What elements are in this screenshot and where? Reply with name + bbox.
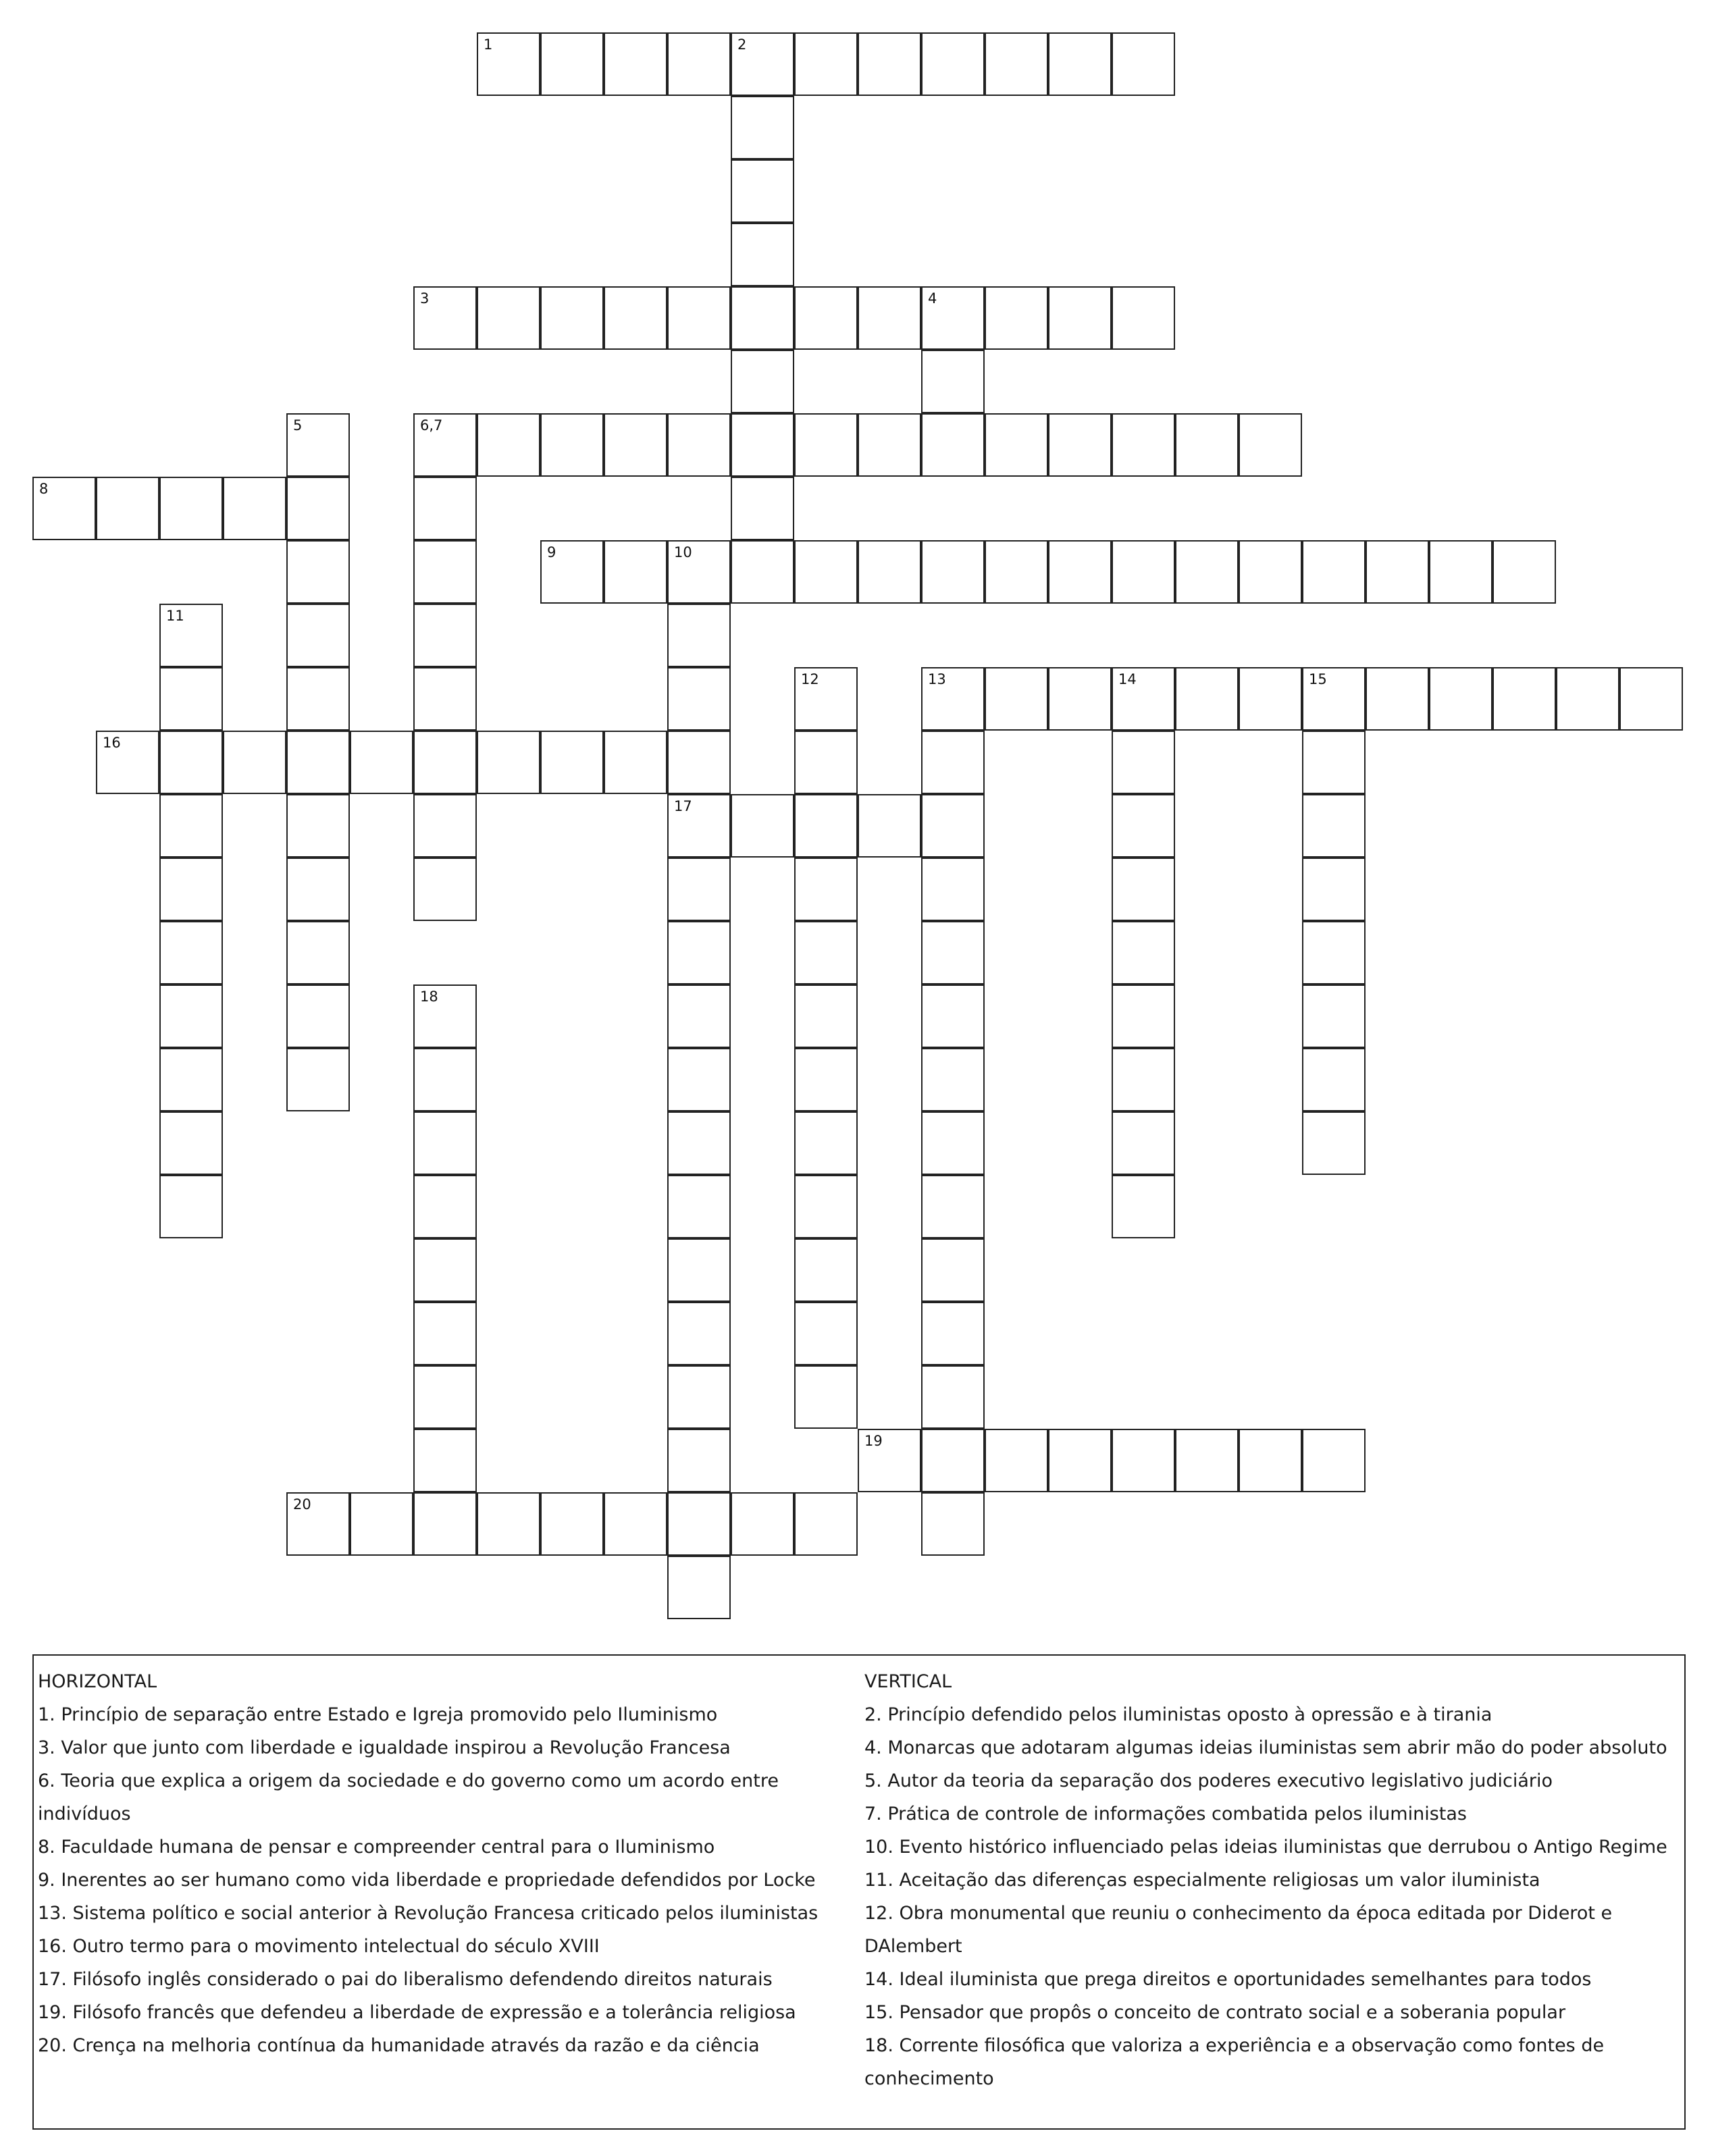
clue-item: 10. Evento histórico influenciado pelas ideias iluministas que derrubou o Antigo Regime (864, 1837, 1667, 1858)
grid-cell[interactable] (286, 604, 350, 667)
grid-cell[interactable] (1112, 731, 1175, 794)
grid-cell[interactable] (1239, 1429, 1302, 1492)
clue-item: 15. Pensador que propôs o conceito de contrato social e a soberania popular (864, 2002, 1566, 2023)
grid-cell[interactable] (286, 858, 350, 921)
grid-cell[interactable] (477, 413, 540, 477)
grid-cell[interactable] (1112, 984, 1175, 1048)
clue-item: 3. Valor que junto com liberdade e igualdade inspirou a Revolução Francesa (38, 1737, 731, 1758)
grid-cell[interactable] (477, 1492, 540, 1556)
grid-cell[interactable] (794, 1111, 858, 1175)
grid-cell[interactable] (731, 413, 794, 477)
grid-cell[interactable] (1239, 540, 1302, 604)
grid-cell[interactable] (1048, 286, 1112, 350)
grid-cell[interactable] (794, 794, 858, 858)
grid-cell[interactable] (350, 731, 413, 794)
grid-cell[interactable] (1302, 1111, 1366, 1175)
grid-cell[interactable] (858, 286, 921, 350)
grid-cell[interactable] (794, 667, 858, 731)
clue-item: 14. Ideal iluminista que prega direitos e oportunidades semelhantes para todos (864, 1969, 1592, 1990)
grid-cell[interactable] (540, 540, 604, 604)
grid-cell[interactable] (667, 1556, 731, 1619)
clue-item: 19. Filósofo francês que defendeu a liberdade de expressão e a tolerância religiosa (38, 2002, 796, 2023)
grid-cell[interactable] (413, 604, 477, 667)
grid-cell[interactable] (794, 413, 858, 477)
grid-cell[interactable] (1302, 984, 1366, 1048)
grid-cell[interactable] (604, 413, 667, 477)
grid-cell[interactable] (413, 540, 477, 604)
clue-item: 20. Crença na melhoria contínua da humanidade através da razão e da ciência (38, 2035, 760, 2056)
grid-cell[interactable] (413, 984, 477, 1048)
grid-cell[interactable] (1048, 32, 1112, 96)
grid-cell[interactable] (921, 1365, 985, 1429)
grid-cell[interactable] (540, 1492, 604, 1556)
grid-cell[interactable] (159, 1175, 223, 1238)
grid-cell[interactable] (1112, 1048, 1175, 1111)
clue-item: 12. Obra monumental que reuniu o conhecimento da época editada por Diderot e DAlembert (864, 1903, 1613, 1957)
grid-cell[interactable] (350, 1492, 413, 1556)
grid-cell[interactable] (858, 794, 921, 858)
grid-cell[interactable] (667, 1111, 731, 1175)
grid-cell[interactable] (667, 984, 731, 1048)
grid-cell[interactable] (667, 604, 731, 667)
grid-cell[interactable] (921, 731, 985, 794)
grid-cell[interactable] (985, 32, 1048, 96)
grid-cell[interactable] (731, 794, 794, 858)
grid-cell[interactable] (1429, 540, 1492, 604)
grid-cell[interactable] (985, 667, 1048, 731)
grid-cell[interactable] (667, 1175, 731, 1238)
grid-cell[interactable] (1429, 667, 1492, 731)
grid-cell[interactable] (794, 1175, 858, 1238)
grid-cell[interactable] (96, 731, 159, 794)
grid-cell[interactable] (921, 984, 985, 1048)
grid-cell[interactable] (1112, 921, 1175, 984)
horizontal-clues (38, 1665, 854, 2062)
grid-cell[interactable] (604, 32, 667, 96)
grid-cell[interactable] (286, 413, 350, 477)
horizontal-heading: HORIZONTAL (38, 1671, 157, 1692)
grid-cell[interactable] (731, 1492, 794, 1556)
grid-cell[interactable] (985, 1429, 1048, 1492)
grid-cell[interactable] (286, 540, 350, 604)
grid-cell[interactable] (667, 731, 731, 794)
grid-cell[interactable] (159, 858, 223, 921)
grid-cell[interactable] (1112, 667, 1175, 731)
grid-cell[interactable] (413, 1238, 477, 1302)
grid-cell[interactable] (921, 413, 985, 477)
grid-cell[interactable] (477, 286, 540, 350)
grid-cell[interactable] (667, 1492, 731, 1556)
grid-cell[interactable] (667, 32, 731, 96)
grid-cell[interactable] (1302, 731, 1366, 794)
grid-cell[interactable] (1175, 667, 1239, 731)
grid-cell[interactable] (413, 286, 477, 350)
grid-cell[interactable] (413, 413, 477, 477)
grid-cell[interactable] (667, 540, 731, 604)
clue-item: 8. Faculdade humana de pensar e compreender central para o Iluminismo (38, 1837, 715, 1858)
grid-cell[interactable] (1112, 794, 1175, 858)
grid-cell[interactable] (985, 286, 1048, 350)
clue-number: 11 (166, 608, 184, 624)
grid-cell[interactable] (1112, 413, 1175, 477)
grid-cell[interactable] (286, 1492, 350, 1556)
clue-item: 4. Monarcas que adotaram algumas ideias iluministas sem abrir mão do poder absoluto (864, 1737, 1667, 1758)
grid-cell[interactable] (921, 858, 985, 921)
grid-cell[interactable] (667, 921, 731, 984)
grid-cell[interactable] (794, 540, 858, 604)
grid-cell[interactable] (794, 1048, 858, 1111)
grid-cell[interactable] (794, 32, 858, 96)
grid-cell[interactable] (921, 1492, 985, 1556)
grid-cell[interactable] (604, 731, 667, 794)
grid-cell[interactable] (223, 477, 286, 540)
grid-cell[interactable] (858, 32, 921, 96)
grid-cell[interactable] (159, 984, 223, 1048)
grid-cell[interactable] (1556, 667, 1619, 731)
grid-cell[interactable] (794, 1238, 858, 1302)
grid-cell[interactable] (1048, 1429, 1112, 1492)
grid-cell[interactable] (921, 1175, 985, 1238)
grid-cell[interactable] (1302, 921, 1366, 984)
grid-cell[interactable] (1619, 667, 1683, 731)
grid-cell[interactable] (921, 667, 985, 731)
grid-cell[interactable] (1239, 413, 1302, 477)
grid-cell[interactable] (159, 604, 223, 667)
grid-cell[interactable] (794, 731, 858, 794)
grid-cell[interactable] (1366, 540, 1429, 604)
grid-cell[interactable] (159, 794, 223, 858)
grid-cell[interactable] (413, 1175, 477, 1238)
grid-cell[interactable] (794, 1302, 858, 1365)
grid-cell[interactable] (32, 477, 96, 540)
grid-cell[interactable] (1048, 540, 1112, 604)
grid-cell[interactable] (159, 921, 223, 984)
grid-cell[interactable] (540, 32, 604, 96)
grid-cell[interactable] (1239, 667, 1302, 731)
grid-cell[interactable] (1048, 413, 1112, 477)
grid-cell[interactable] (921, 32, 985, 96)
clue-number: 1 (484, 36, 493, 53)
grid-cell[interactable] (223, 731, 286, 794)
grid-cell[interactable] (413, 1365, 477, 1429)
vertical-heading: VERTICAL (864, 1671, 952, 1692)
clue-number: 2 (737, 36, 747, 53)
grid-cell[interactable] (159, 1111, 223, 1175)
grid-cell[interactable] (1302, 858, 1366, 921)
grid-cell[interactable] (413, 1111, 477, 1175)
clue-item: 18. Corrente filosófica que valoriza a experiência e a observação como fontes de conhecimento (864, 2035, 1605, 2089)
grid-cell[interactable] (604, 286, 667, 350)
grid-cell[interactable] (667, 1048, 731, 1111)
grid-cell[interactable] (1175, 413, 1239, 477)
grid-cell[interactable] (413, 477, 477, 540)
clue-item: 11. Aceitação das diferenças especialmente religiosas um valor iluminista (864, 1870, 1540, 1891)
vertical-clues (864, 1665, 1682, 2095)
clue-item: 6. Teoria que explica a origem da sociedade e do governo como um acordo entre indivíduos (38, 1770, 779, 1824)
clue-number: 15 (1309, 671, 1327, 687)
grid-cell[interactable] (921, 1238, 985, 1302)
grid-cell[interactable] (604, 540, 667, 604)
grid-cell[interactable] (921, 1048, 985, 1111)
clue-item: 13. Sistema político e social anterior à Revolução Francesa criticado pelos iluministas (38, 1903, 819, 1924)
grid-cell[interactable] (413, 1048, 477, 1111)
clue-number: 13 (928, 671, 946, 687)
clue-number: 10 (674, 544, 692, 560)
clue-number: 9 (547, 544, 556, 560)
grid-cell[interactable] (921, 540, 985, 604)
grid-cell[interactable] (1112, 1111, 1175, 1175)
clue-item: 9. Inerentes ao ser humano como vida liberdade e propriedade defendidos por Locke (38, 1870, 816, 1891)
grid-cell[interactable] (286, 1048, 350, 1111)
grid-cell[interactable] (731, 159, 794, 223)
grid-cell[interactable] (477, 731, 540, 794)
grid-cell[interactable] (667, 1365, 731, 1429)
grid-cell[interactable] (921, 1429, 985, 1492)
grid-cell[interactable] (921, 286, 985, 350)
grid-cell[interactable] (286, 477, 350, 540)
grid-cell[interactable] (1112, 858, 1175, 921)
grid-cell[interactable] (731, 477, 794, 540)
grid-cell[interactable] (1112, 540, 1175, 604)
clues-box (32, 1654, 1686, 2130)
clue-number: 18 (420, 989, 438, 1005)
grid-cell[interactable] (159, 667, 223, 731)
grid-cell[interactable] (731, 32, 794, 96)
grid-cell[interactable] (667, 667, 731, 731)
grid-cell[interactable] (159, 731, 223, 794)
clue-number: 20 (293, 1496, 311, 1513)
grid-cell[interactable] (1112, 286, 1175, 350)
grid-cell[interactable] (413, 667, 477, 731)
grid-cell[interactable] (794, 921, 858, 984)
grid-cell[interactable] (1492, 667, 1556, 731)
clue-number: 5 (293, 417, 303, 433)
grid-cell[interactable] (1366, 667, 1429, 731)
grid-cell[interactable] (667, 286, 731, 350)
grid-cell[interactable] (921, 1111, 985, 1175)
grid-cell[interactable] (413, 858, 477, 921)
grid-cell[interactable] (921, 1302, 985, 1365)
clue-item: 16. Outro termo para o movimento intelectual do século XVIII (38, 1936, 600, 1957)
grid-cell[interactable] (540, 413, 604, 477)
grid-cell[interactable] (159, 477, 223, 540)
grid-cell[interactable] (731, 223, 794, 286)
grid-cell[interactable] (413, 794, 477, 858)
grid-cell[interactable] (921, 350, 985, 413)
grid-cell[interactable] (667, 1238, 731, 1302)
grid-cell[interactable] (413, 731, 477, 794)
grid-cell[interactable] (985, 413, 1048, 477)
grid-cell[interactable] (921, 794, 985, 858)
grid-cell[interactable] (667, 413, 731, 477)
grid-cell[interactable] (1112, 1175, 1175, 1238)
grid-cell[interactable] (731, 96, 794, 159)
grid-cell[interactable] (159, 1048, 223, 1111)
clue-item: 1. Princípio de separação entre Estado e Igreja promovido pelo Iluminismo (38, 1704, 718, 1725)
grid-cell[interactable] (286, 984, 350, 1048)
clue-item: 2. Princípio defendido pelos iluministas oposto à opressão e à tirania (864, 1704, 1492, 1725)
grid-cell[interactable] (731, 286, 794, 350)
clue-number: 4 (928, 290, 937, 307)
grid-cell[interactable] (1112, 32, 1175, 96)
grid-cell[interactable] (794, 286, 858, 350)
grid-cell[interactable] (1175, 1429, 1239, 1492)
grid-cell[interactable] (413, 1429, 477, 1492)
clue-number: 19 (864, 1433, 883, 1449)
grid-cell[interactable] (1302, 540, 1366, 604)
grid-cell[interactable] (413, 1492, 477, 1556)
grid-cell[interactable] (667, 794, 731, 858)
grid-cell[interactable] (1302, 667, 1366, 731)
grid-cell[interactable] (731, 540, 794, 604)
clue-item: 17. Filósofo inglês considerado o pai do liberalismo defendendo direitos naturais (38, 1969, 773, 1990)
grid-cell[interactable] (858, 540, 921, 604)
clue-number: 16 (103, 735, 121, 751)
clue-number: 17 (674, 798, 692, 814)
clue-number: 3 (420, 290, 430, 307)
grid-cell[interactable] (286, 667, 350, 731)
grid-cell[interactable] (794, 984, 858, 1048)
grid-cell[interactable] (858, 413, 921, 477)
grid-cell[interactable] (731, 350, 794, 413)
clue-item: 5. Autor da teoria da separação dos poderes executivo legislativo judiciário (864, 1770, 1553, 1791)
clue-number: 14 (1118, 671, 1137, 687)
grid-cell[interactable] (1175, 540, 1239, 604)
grid-cell[interactable] (858, 1429, 921, 1492)
clue-number: 12 (801, 671, 819, 687)
grid-cell[interactable] (96, 477, 159, 540)
grid-cell[interactable] (667, 1429, 731, 1492)
grid-cell[interactable] (1302, 1429, 1366, 1492)
clue-item: 7. Prática de controle de informações combatida pelos iluministas (864, 1804, 1467, 1824)
grid-cell[interactable] (540, 731, 604, 794)
grid-cell[interactable] (667, 858, 731, 921)
grid-cell[interactable] (540, 286, 604, 350)
grid-cell[interactable] (921, 921, 985, 984)
clue-number: 6,7 (420, 417, 443, 433)
grid-cell[interactable] (794, 858, 858, 921)
clue-number: 8 (39, 481, 49, 497)
grid-cell[interactable] (1048, 667, 1112, 731)
grid-cell[interactable] (1302, 1048, 1366, 1111)
grid-cell[interactable] (985, 540, 1048, 604)
grid-cell[interactable] (794, 1492, 858, 1556)
grid-cell[interactable] (286, 731, 350, 794)
grid-cell[interactable] (794, 1365, 858, 1429)
grid-cell[interactable] (1302, 794, 1366, 858)
grid-cell[interactable] (477, 32, 540, 96)
grid-cell[interactable] (286, 921, 350, 984)
grid-cell[interactable] (286, 794, 350, 858)
grid-cell[interactable] (1492, 540, 1556, 604)
grid-cell[interactable] (1112, 1429, 1175, 1492)
grid-cell[interactable] (604, 1492, 667, 1556)
grid-cell[interactable] (667, 1302, 731, 1365)
grid-cell[interactable] (413, 1302, 477, 1365)
